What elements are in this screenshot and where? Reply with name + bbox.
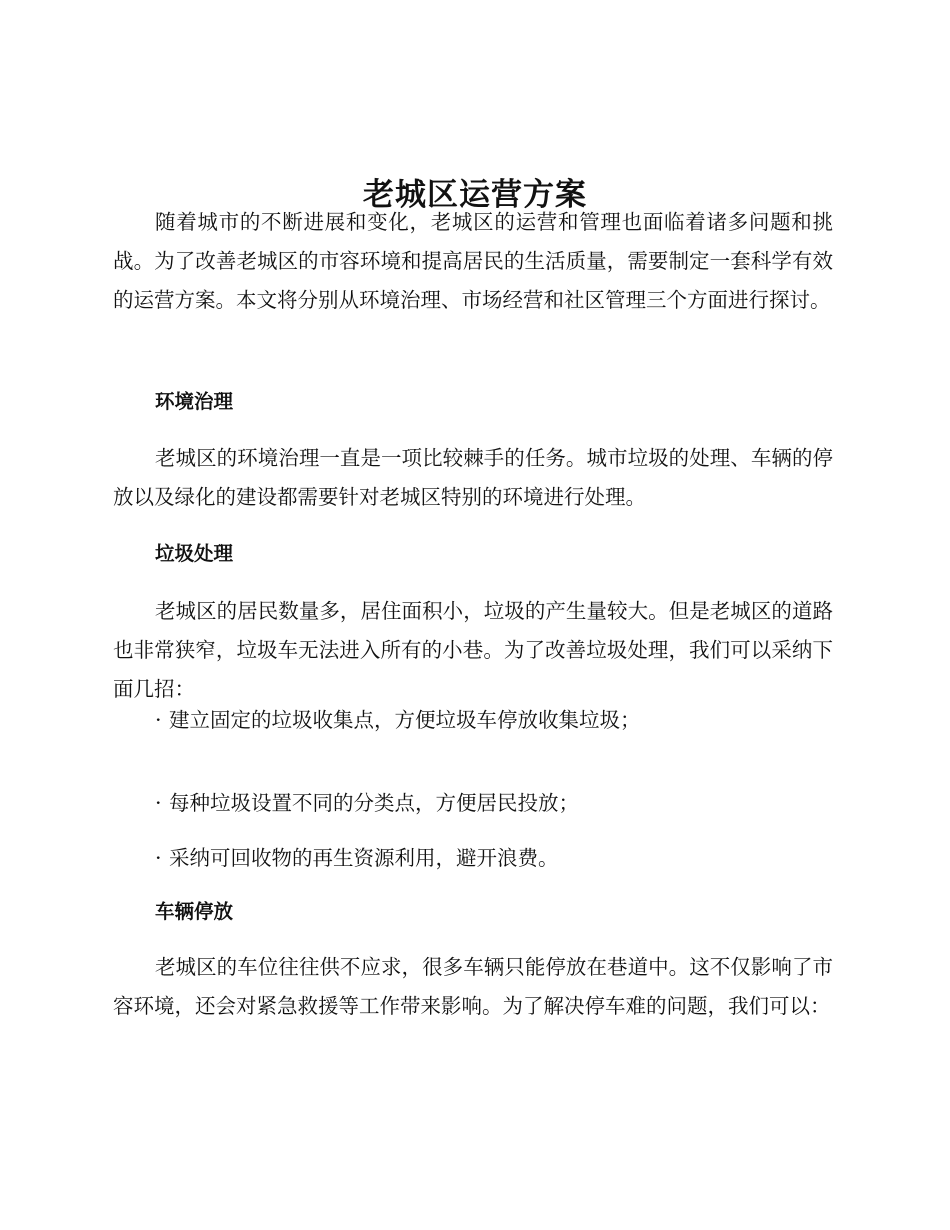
list-item [155,788,579,818]
list-item-text: 每种垃圾设置不同的分类点，方便居民投放； [169,791,579,815]
bullet-marker: · [155,846,162,870]
document-title: 老城区运营方案 [363,176,587,213]
garbage-paragraph: 老城区的居民数量多，居住面积小，垃圾的产生量较大。但是老城区的道路也非常狭窄，垃圾车无法进入所有的小巷。为了改善垃圾处理，我们可以采纳下面几招： [113,599,833,701]
environment-paragraph: 老城区的环境治理一直是一项比较棘手的任务。城市垃圾的处理、车辆的停放以及绿化的建设都需要针对老城区特别的环境进行处理。 [113,446,833,509]
parking-paragraph: 老城区的车位往往供不应求，很多车辆只能停放在巷道中。这不仅影响了市容环境，还会对紧急救援等工作带来影响。为了解决停车难的问题，我们可以： [113,955,833,1018]
list-item-text: 采纳可回收物的再生资源利用，避开浪费。 [169,846,559,870]
section-heading-garbage: 垃圾处理 [155,542,234,565]
section-heading-parking: 车辆停放 [155,900,234,923]
intro-paragraph: 随着城市的不断进展和变化，老城区的运营和管理也面临着诸多问题和挑战。为了改善老城区的市容环境和提高居民的生活质量，需要制定一套科学有效的运营方案。本文将分别从环境治理、市场经营和社区管理三个方面进行探讨。 [113,210,833,312]
bullet-marker: · [155,708,162,732]
bullet-marker: · [155,791,162,815]
list-item [155,705,641,735]
list-item-text: 建立固定的垃圾收集点，方便垃圾车停放收集垃圾； [169,708,641,732]
list-item [155,843,559,873]
section-heading-environment: 环境治理 [155,390,234,413]
